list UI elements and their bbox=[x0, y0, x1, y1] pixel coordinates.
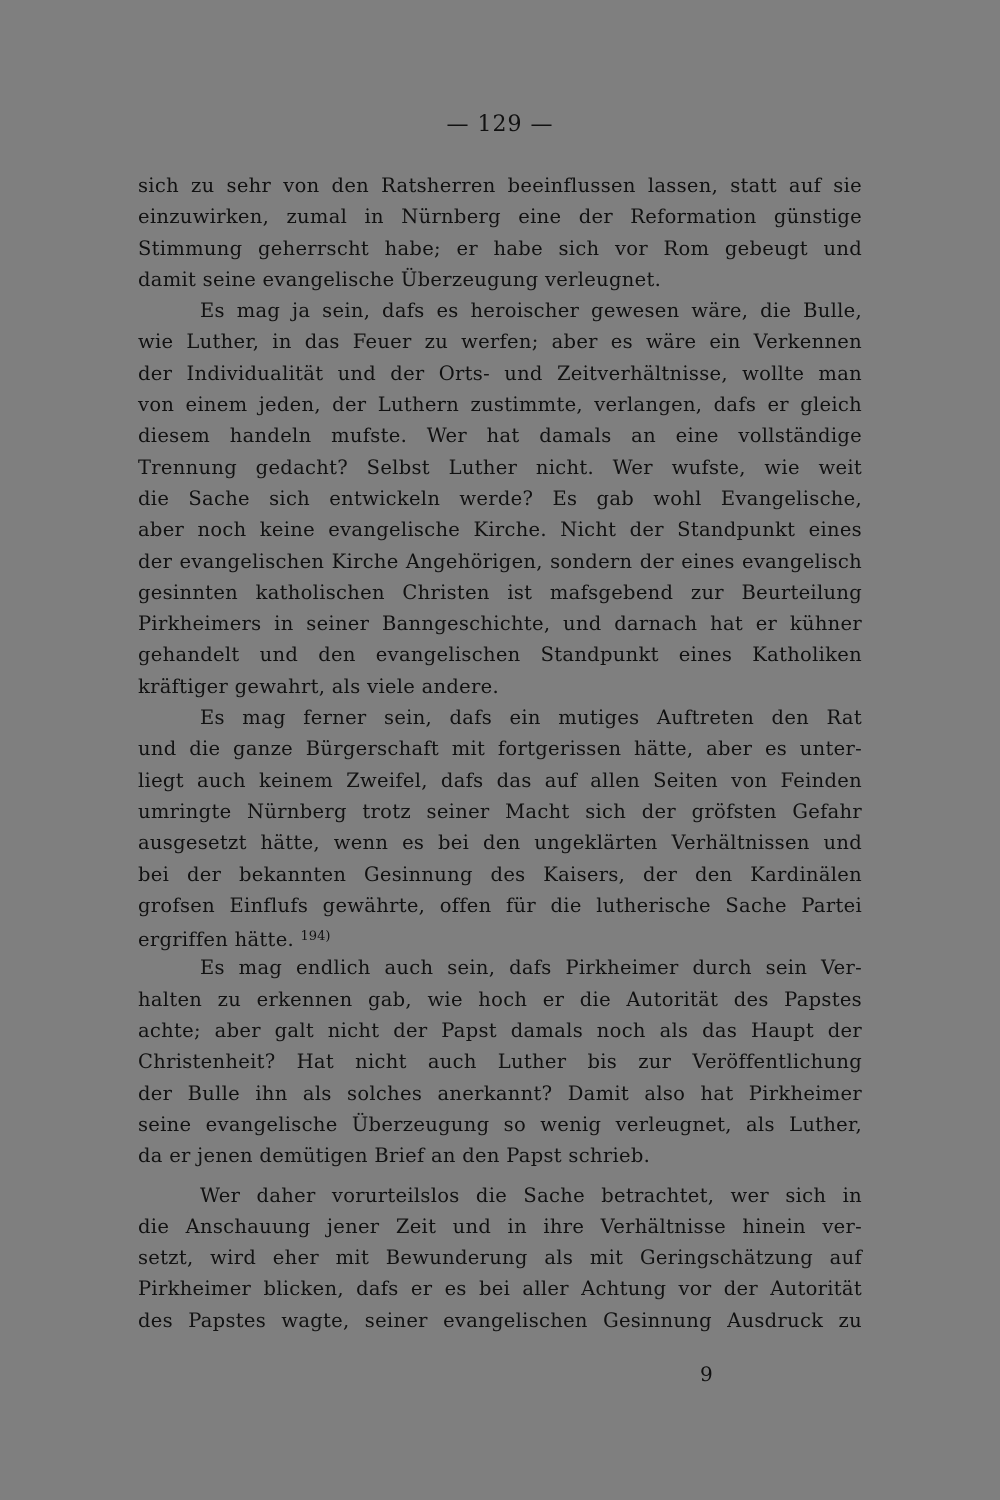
text-line: von einem jeden, der Luthern zustimmte, verlangen, dafs er gleich bbox=[138, 393, 862, 417]
text-line: diesem handeln mufste. Wer hat damals an eine vollständige bbox=[138, 424, 862, 448]
text-line: Stimmung geherrscht habe; er habe sich vor Rom gebeugt und bbox=[138, 236, 862, 260]
text-line: sich zu sehr von den Ratsherren beeinflussen lassen, statt auf sie bbox=[138, 174, 862, 197]
text-line: wie Luther, in das Feuer zu werfen; aber es wäre ein Verkennen bbox=[138, 330, 862, 354]
text-line: liegt auch keinem Zweifel, dafs das auf allen Seiten von Feinden bbox=[138, 768, 862, 792]
text-line: grofsen Einflufs gewährte, offen für die lutherische Sache Partei bbox=[138, 893, 862, 917]
text-line: Trennung gedacht? Selbst Luther nicht. Wer wufste, wie weit bbox=[138, 455, 862, 479]
text-line: Pirkheimer blicken, dafs er es bei aller Achtung vor der Autorität bbox=[138, 1277, 862, 1301]
text-line: des Papstes wagte, seiner evangelischen Gesinnung Ausdruck zu bbox=[138, 1308, 862, 1332]
text-line: einzuwirken, zumal in Nürnberg eine der Reformation günstige bbox=[138, 205, 862, 229]
signature-mark: 9 bbox=[700, 1362, 713, 1386]
text-line: kräftiger gewahrt, als viele andere. bbox=[138, 674, 499, 698]
text-line: Wer daher vorurteilslos die Sache betrachtet, wer sich in bbox=[200, 1183, 862, 1207]
text-line: und die ganze Bürgerschaft mit fortgerissen hätte, aber es unter- bbox=[138, 737, 862, 761]
text-line: bei der bekannten Gesinnung des Kaisers, der den Kardinälen bbox=[138, 862, 862, 886]
text-line: der Individualität und der Orts- und Zeitverhältnisse, wollte man bbox=[138, 361, 862, 385]
text-line: der evangelischen Kirche Angehörigen, sondern der eines evangelisch bbox=[138, 549, 862, 573]
text-line: seine evangelische Überzeugung so wenig verleugnet, als Luther, bbox=[138, 1112, 862, 1136]
text-line: setzt, wird eher mit Bewunderung als mit Geringschätzung auf bbox=[138, 1246, 862, 1270]
text-line: gehandelt und den evangelischen Standpunkt eines Katholiken bbox=[138, 643, 862, 667]
page-number-header: — 129 — bbox=[446, 112, 554, 137]
text-line: Es mag ja sein, dafs es heroischer gewesen wäre, die Bulle, bbox=[200, 299, 862, 323]
text-line: umringte Nürnberg trotz seiner Macht sich der gröfsten Gefahr bbox=[138, 799, 862, 823]
text-line: der Bulle ihn als solches anerkannt? Damit also hat Pirkheimer bbox=[138, 1081, 862, 1105]
text-line: Es mag endlich auch sein, dafs Pirkheimer durch sein Ver- bbox=[200, 956, 862, 980]
text-line: Christenheit? Hat nicht auch Luther bis zur Veröffentlichung bbox=[138, 1050, 862, 1074]
text-line: Es mag ferner sein, dafs ein mutiges Auftreten den Rat bbox=[200, 706, 862, 730]
footnote-reference: 194) bbox=[300, 929, 331, 945]
text-line: ausgesetzt hätte, wenn es bei den ungeklärten Verhältnissen und bbox=[138, 831, 862, 855]
text-line: aber noch keine evangelische Kirche. Nicht der Standpunkt eines bbox=[138, 518, 862, 542]
body-text bbox=[138, 170, 862, 1336]
text-line-content: ergriffen hätte. bbox=[138, 928, 295, 952]
text-line: Pirkheimers in seiner Banngeschichte, und darnach hat er kühner bbox=[138, 612, 862, 636]
text-line: halten zu erkennen gab, wie hoch er die Autorität des Papstes bbox=[138, 987, 862, 1011]
paragraph-gap bbox=[138, 1172, 862, 1180]
text-line: da er jenen demütigen Brief an den Papst schrieb. bbox=[138, 1144, 651, 1168]
text-line: achte; aber galt nicht der Papst damals noch als das Haupt der bbox=[138, 1019, 862, 1043]
text-line: damit seine evangelische Überzeugung verleugnet. bbox=[138, 267, 662, 291]
text-line: die Sache sich entwickeln werde? Es gab wohl Evangelische, bbox=[138, 486, 862, 510]
text-line: gesinnten katholischen Christen ist mafsgebend zur Beurteilung bbox=[138, 580, 862, 604]
text-line bbox=[138, 921, 862, 952]
text-line: die Anschauung jener Zeit und in ihre Verhältnisse hinein ver- bbox=[138, 1214, 862, 1238]
